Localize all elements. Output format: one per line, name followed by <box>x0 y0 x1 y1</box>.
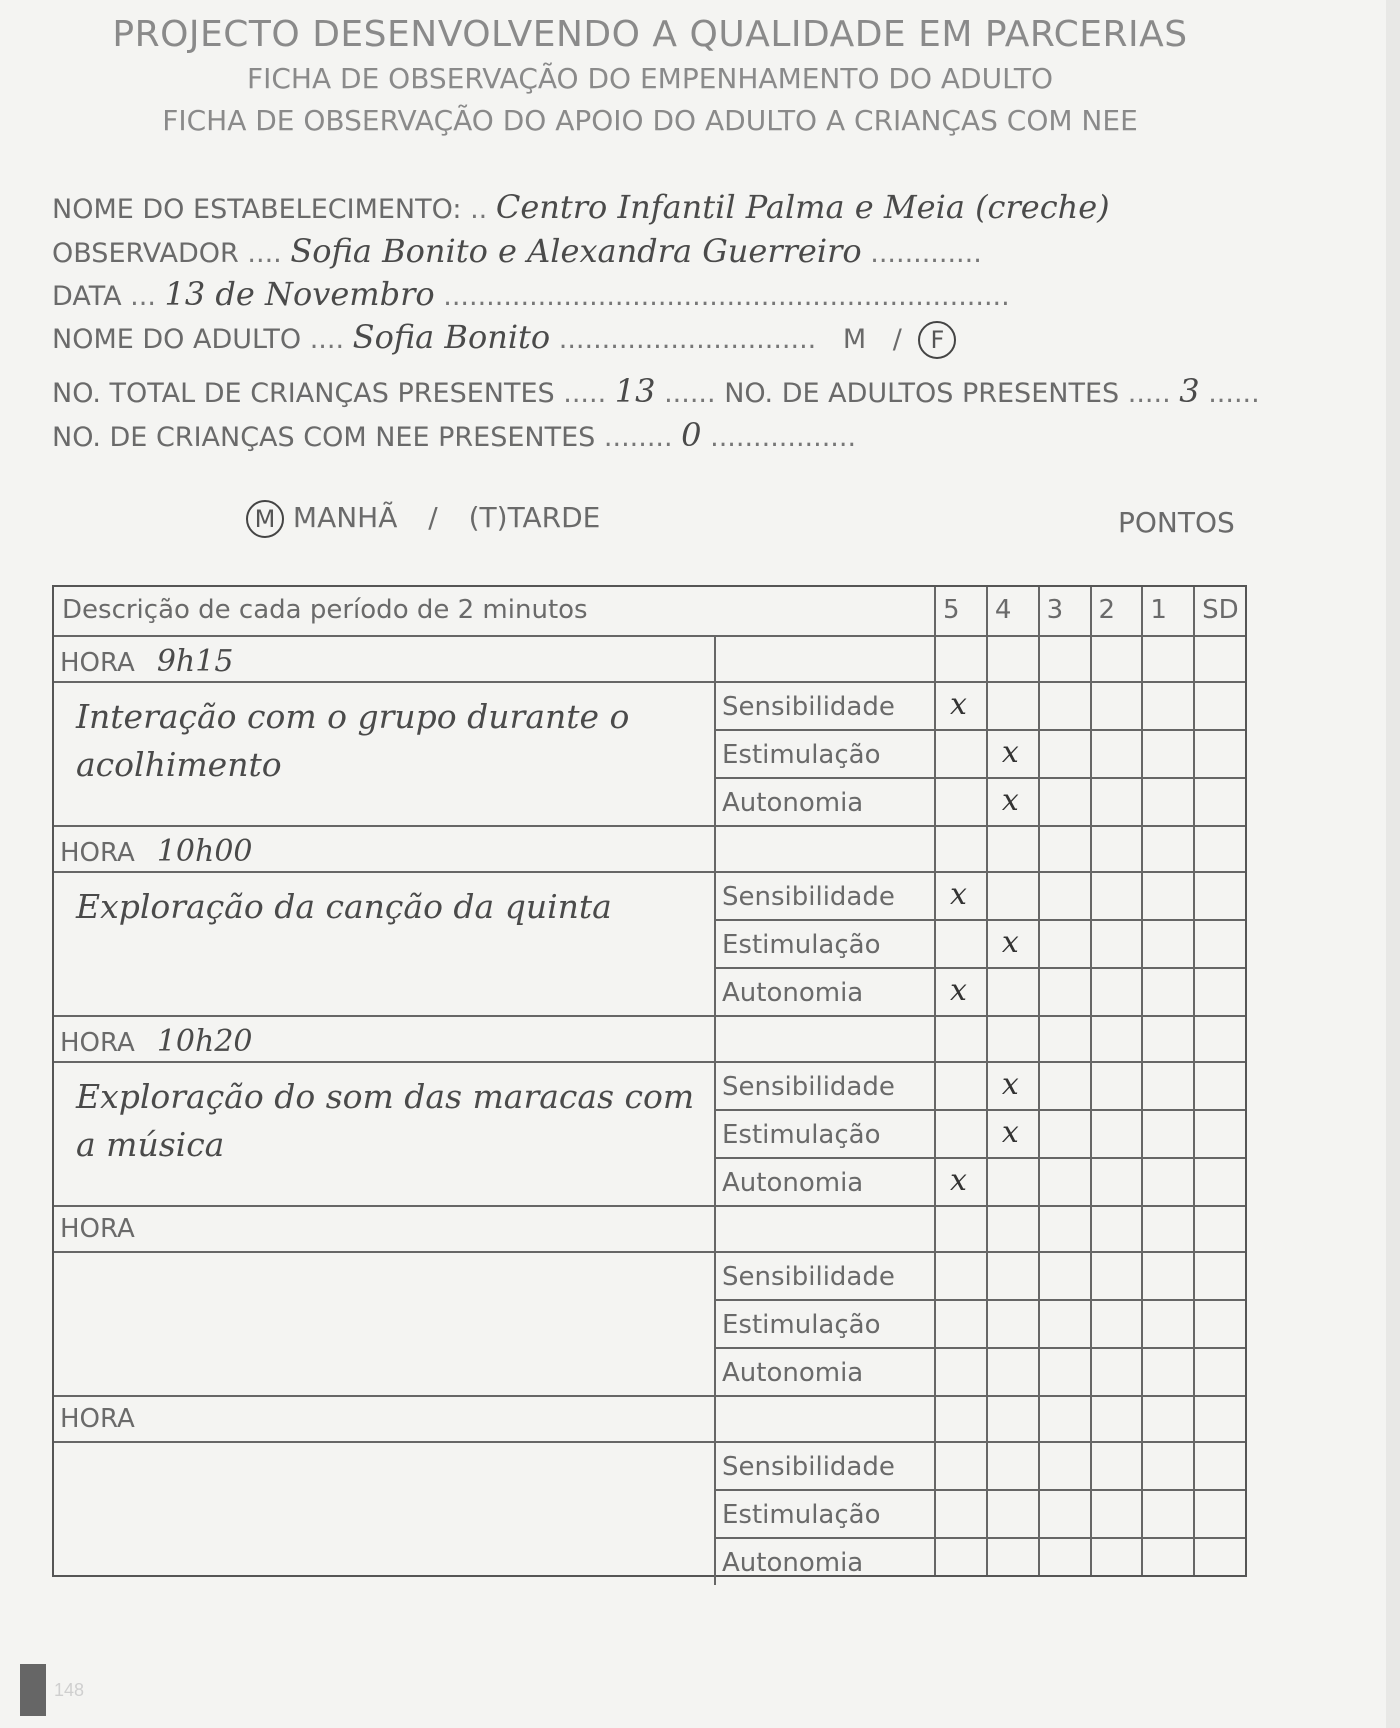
block-divider <box>54 1205 1245 1207</box>
value-data: 13 de Novembro <box>164 275 435 313</box>
criterion-divider <box>714 777 1245 779</box>
criterion-label: Estimulação <box>722 1120 881 1150</box>
sexo-sep: / <box>892 324 902 355</box>
criterion-label: Autonomia <box>722 788 864 818</box>
hora-time: 10h00 <box>156 834 253 869</box>
criterion-label: Autonomia <box>722 1168 864 1198</box>
hora-divider <box>54 1251 1245 1253</box>
score-col-divider <box>1141 587 1143 1575</box>
score-col-header: 5 <box>943 595 960 625</box>
label-data: DATA <box>52 281 122 312</box>
hora-divider <box>54 871 1245 873</box>
criterion-label: Autonomia <box>722 1548 864 1578</box>
field-adulto: NOME DO ADULTO .... Sofia Bonito .............................. M / F <box>52 318 956 359</box>
form-title: PROJECTO DESENVOLVENDO A QUALIDADE EM PARCERIAS <box>112 14 1188 55</box>
observation-table <box>52 585 1247 1577</box>
score-col-header: 4 <box>994 595 1012 625</box>
hora-label-text: HORA <box>60 1028 135 1058</box>
page-tab-marker <box>20 1664 46 1716</box>
score-col-divider <box>1038 587 1040 1575</box>
value-adulto: Sofia Bonito <box>352 318 551 356</box>
block-divider <box>54 1395 1245 1397</box>
hora-label <box>60 1404 135 1434</box>
label-adulto: NOME DO ADULTO <box>52 324 302 355</box>
label-nee: NO. DE CRIANÇAS COM NEE PRESENTES <box>52 422 596 453</box>
hora-divider <box>54 681 1245 683</box>
block-divider <box>54 1015 1245 1017</box>
score-mark: x <box>1001 1115 1019 1150</box>
criterion-divider <box>714 1157 1245 1159</box>
hora-time: 10h20 <box>156 1024 253 1059</box>
score-mark: x <box>1001 783 1019 818</box>
value-nee: 0 <box>681 416 702 454</box>
criterion-label: Sensibilidade <box>722 1262 895 1292</box>
criterion-label: Sensibilidade <box>722 882 895 912</box>
field-data: DATA ... 13 de Novembro .................................................................. <box>52 275 1010 313</box>
hora-divider <box>54 1061 1245 1063</box>
criterion-label: Estimulação <box>722 1500 881 1530</box>
criterion-divider <box>714 1299 1245 1301</box>
label-tarde: (T)TARDE <box>468 501 601 534</box>
hora-time: 9h15 <box>156 644 234 679</box>
criterion-divider <box>714 1109 1245 1111</box>
score-mark: x <box>950 687 967 722</box>
value-estabelecimento: Centro Infantil Palma e Meia (creche) <box>495 188 1110 226</box>
sexo-m: M <box>842 324 867 355</box>
label-pontos: PONTOS <box>1118 506 1235 539</box>
period-selector <box>246 500 600 538</box>
score-col-divider <box>1193 587 1195 1575</box>
hora-label <box>60 834 253 869</box>
hora-label <box>60 644 233 679</box>
criterion-label: Estimulação <box>722 1310 881 1340</box>
hora-label-text: HORA <box>60 838 135 868</box>
label-estabelecimento: NOME DO ESTABELECIMENTO: <box>52 194 462 225</box>
page-edge <box>1386 0 1400 1728</box>
table-desc-header: Descrição de cada período de 2 minutos <box>62 595 588 625</box>
hora-label <box>60 1214 135 1244</box>
criterion-divider <box>714 919 1245 921</box>
hora-label-text: HORA <box>60 648 135 678</box>
period-sep: / <box>428 501 438 534</box>
criterion-divider <box>714 729 1245 731</box>
block-divider <box>54 825 1245 827</box>
form-subtitle-1: FICHA DE OBSERVAÇÃO DO EMPENHAMENTO DO ADULTO <box>246 62 1053 95</box>
field-totals: NO. TOTAL DE CRIANÇAS PRESENTES ..... 13 ...... NO. DE ADULTOS PRESENTES ..... 3 ...... <box>52 372 1260 410</box>
field-estabelecimento: NOME DO ESTABELECIMENTO: .. Centro Infantil Palma e Meia (creche) <box>52 188 1110 226</box>
criterion-divider <box>714 967 1245 969</box>
table-header-divider <box>54 635 1245 637</box>
criterion-label: Autonomia <box>722 1358 864 1388</box>
field-observador: OBSERVADOR .... Sofia Bonito e Alexandra Guerreiro ............. <box>52 232 982 270</box>
hora-label <box>60 1024 253 1059</box>
criterion-label: Autonomia <box>722 978 864 1008</box>
criterion-label: Sensibilidade <box>722 1072 895 1102</box>
label-total-criancas: NO. TOTAL DE CRIANÇAS PRESENTES <box>52 378 555 409</box>
score-mark: x <box>1001 1067 1019 1102</box>
sexo-f-circled: F <box>918 321 956 359</box>
score-col-header: 3 <box>1046 595 1064 625</box>
criterion-divider <box>714 1347 1245 1349</box>
score-mark: x <box>950 1163 967 1198</box>
hora-label-text: HORA <box>60 1214 135 1244</box>
label-adultos: NO. DE ADULTOS PRESENTES <box>724 378 1120 409</box>
criterion-divider <box>714 1489 1245 1491</box>
criterion-label: Sensibilidade <box>722 1452 895 1482</box>
score-mark: x <box>950 877 967 912</box>
period-description: Exploração da canção da quinta <box>76 887 612 926</box>
form-subtitle-2: FICHA DE OBSERVAÇÃO DO APOIO DO ADULTO A CRIANÇAS COM NEE <box>162 104 1138 137</box>
criterion-label: Estimulação <box>722 740 881 770</box>
label-manha: MANHÃ <box>292 501 398 534</box>
score-col-divider <box>934 587 936 1575</box>
hora-divider <box>54 1441 1245 1443</box>
label-observador: OBSERVADOR <box>52 238 239 269</box>
criterion-label: Estimulação <box>722 930 881 960</box>
value-observador: Sofia Bonito e Alexandra Guerreiro <box>290 232 862 270</box>
period-description: Interação com o grupo durante o acolhimento <box>76 697 630 784</box>
value-adultos: 3 <box>1179 372 1200 410</box>
criterion-label: Sensibilidade <box>722 692 895 722</box>
field-nee: NO. DE CRIANÇAS COM NEE PRESENTES ........ 0 ................. <box>52 416 857 454</box>
score-mark: x <box>1001 925 1019 960</box>
page-number: 148 <box>54 1680 85 1700</box>
hora-label-text: HORA <box>60 1404 135 1434</box>
manha-circled: M <box>246 500 284 538</box>
period-description: Exploração do som das maracas com a música <box>76 1077 695 1164</box>
score-mark: x <box>950 973 967 1008</box>
score-col-divider <box>1090 587 1092 1575</box>
score-col-header: SD <box>1202 595 1239 625</box>
score-col-header: 2 <box>1098 595 1116 625</box>
criterion-divider <box>714 1537 1245 1539</box>
score-col-header: 1 <box>1150 595 1167 625</box>
value-total-criancas: 13 <box>614 372 656 410</box>
score-mark: x <box>1001 735 1019 770</box>
score-col-divider <box>986 587 988 1575</box>
